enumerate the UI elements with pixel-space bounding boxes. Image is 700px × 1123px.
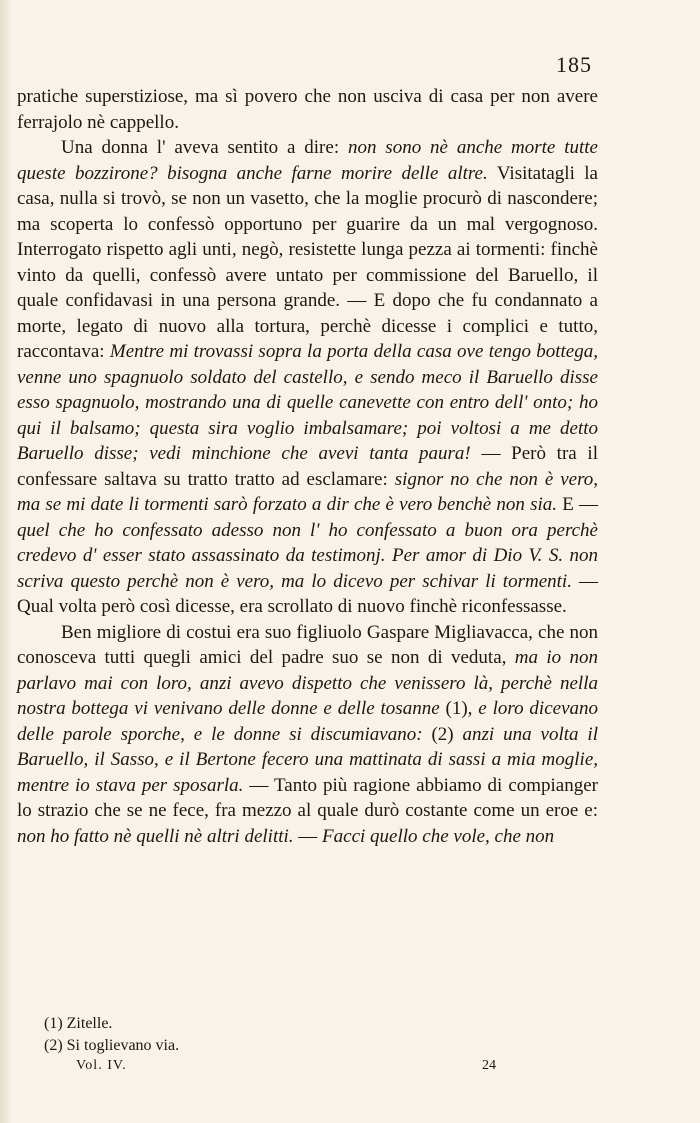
sheet-signature: 24 — [482, 1058, 496, 1073]
text-run: — Però tra il confessare saltava su tratto tratto ad esclamare: — [17, 443, 598, 490]
text-run: — Qual volta però così dicesse, era scrollato di nuovo finchè riconfessasse. — [17, 570, 599, 617]
footnote: (1) Zitelle. — [44, 1015, 113, 1032]
text-run: — Tanto più ragione abbiamo di compianger lo strazio che se ne fece, fra mezzo al quale durò costante come un eroe e: — [17, 774, 598, 821]
italic-quote: Mentre mi trovassi sopra la porta della casa ove tengo bottega, venne uno spagnuolo soldato del castello, e sendo meco il Baruello disse esso spagnuolo, mostrando una di quelle canevette con entro dell' onto; ho qui il balsamo; questa sira voglio imbalsamare; poi voltosi a me detto Baruello disse; vedi minchione che avevi tanta paura! — [17, 341, 598, 464]
paragraph — [17, 135, 598, 620]
italic-quote: ma io non parlavo mai con loro, anzi avevo dispetto che venissero là, perchè nella nostra bottega vi venivano delle donne e delle tosanne — [17, 647, 598, 719]
volume-signature: Vol. IV. — [76, 1058, 127, 1073]
text-run: Visitatagli la casa, nulla si trovò, se non un vasetto, che la moglie procurò di nascondere; ma scoperta lo confessò opportuno per guarire da un mal vergognoso. Interrogato rispetto agli unti, negò, resistette lunga pezza ai tormenti: finchè vinto da quelli, confessò avere untato per commissione del Baruello, il quale confidavasi in una persona grande. — E dopo che fu condannato a morte, legato di nuovo alla tortura, perchè dicesse i complici e tutto, raccontava: — [17, 162, 598, 362]
page-gutter-shadow — [0, 0, 12, 1123]
page-number: 185 — [556, 52, 592, 77]
paragraph — [17, 84, 598, 135]
paragraph — [17, 620, 598, 850]
italic-quote: quel che ho confessato adesso non l' ho confessato a buon ora perchè credevo d' esser stato assassinato da testimonj. Per amor di Dio V. S. non scriva questo perchè non è vero, ma lo dicevo per schivar li tormenti. — [17, 519, 598, 592]
text-run: Una donna l' aveva sentito a dire: — [61, 137, 348, 158]
footnote: (2) Si toglievano via. — [44, 1037, 180, 1054]
italic-quote: anzi una volta il Baruello, il Sasso, e il Bertone fecero una mattinata di sassi a mia moglie, mentre io stava per sposarla. — [17, 723, 598, 796]
text-run: Ben migliore di costui era suo figliuolo Gaspare Migliavacca, che non conosceva tutti quegli amici del padre suo se non di veduta, — [17, 621, 598, 668]
italic-quote: e loro dicevano delle parole sporche, e le donne si discumiavano: — [17, 698, 599, 745]
italic-quote: non ho fatto nè quelli nè altri delitti. — [17, 825, 294, 847]
body-text — [17, 84, 598, 849]
text-run: (2) — [422, 723, 463, 745]
footnotes — [44, 1013, 179, 1057]
text-run: (1), — [439, 698, 479, 719]
text-run: E — — [557, 494, 598, 515]
italic-quote: signor no che non è vero, ma se mi date li tormenti sarò forzato a dir che è vero benchè non sia. — [17, 468, 599, 515]
text-run: pratiche superstiziose, ma sì povero che non usciva di casa per non avere ferrajolo nè cappello. — [17, 86, 598, 133]
text-run: — — [293, 825, 323, 847]
italic-quote: non sono nè anche morte tutte queste bozzirone? bisogna anche farne morire delle altre. — [17, 137, 598, 184]
italic-quote: Facci quello che vole, che non — [322, 825, 555, 847]
